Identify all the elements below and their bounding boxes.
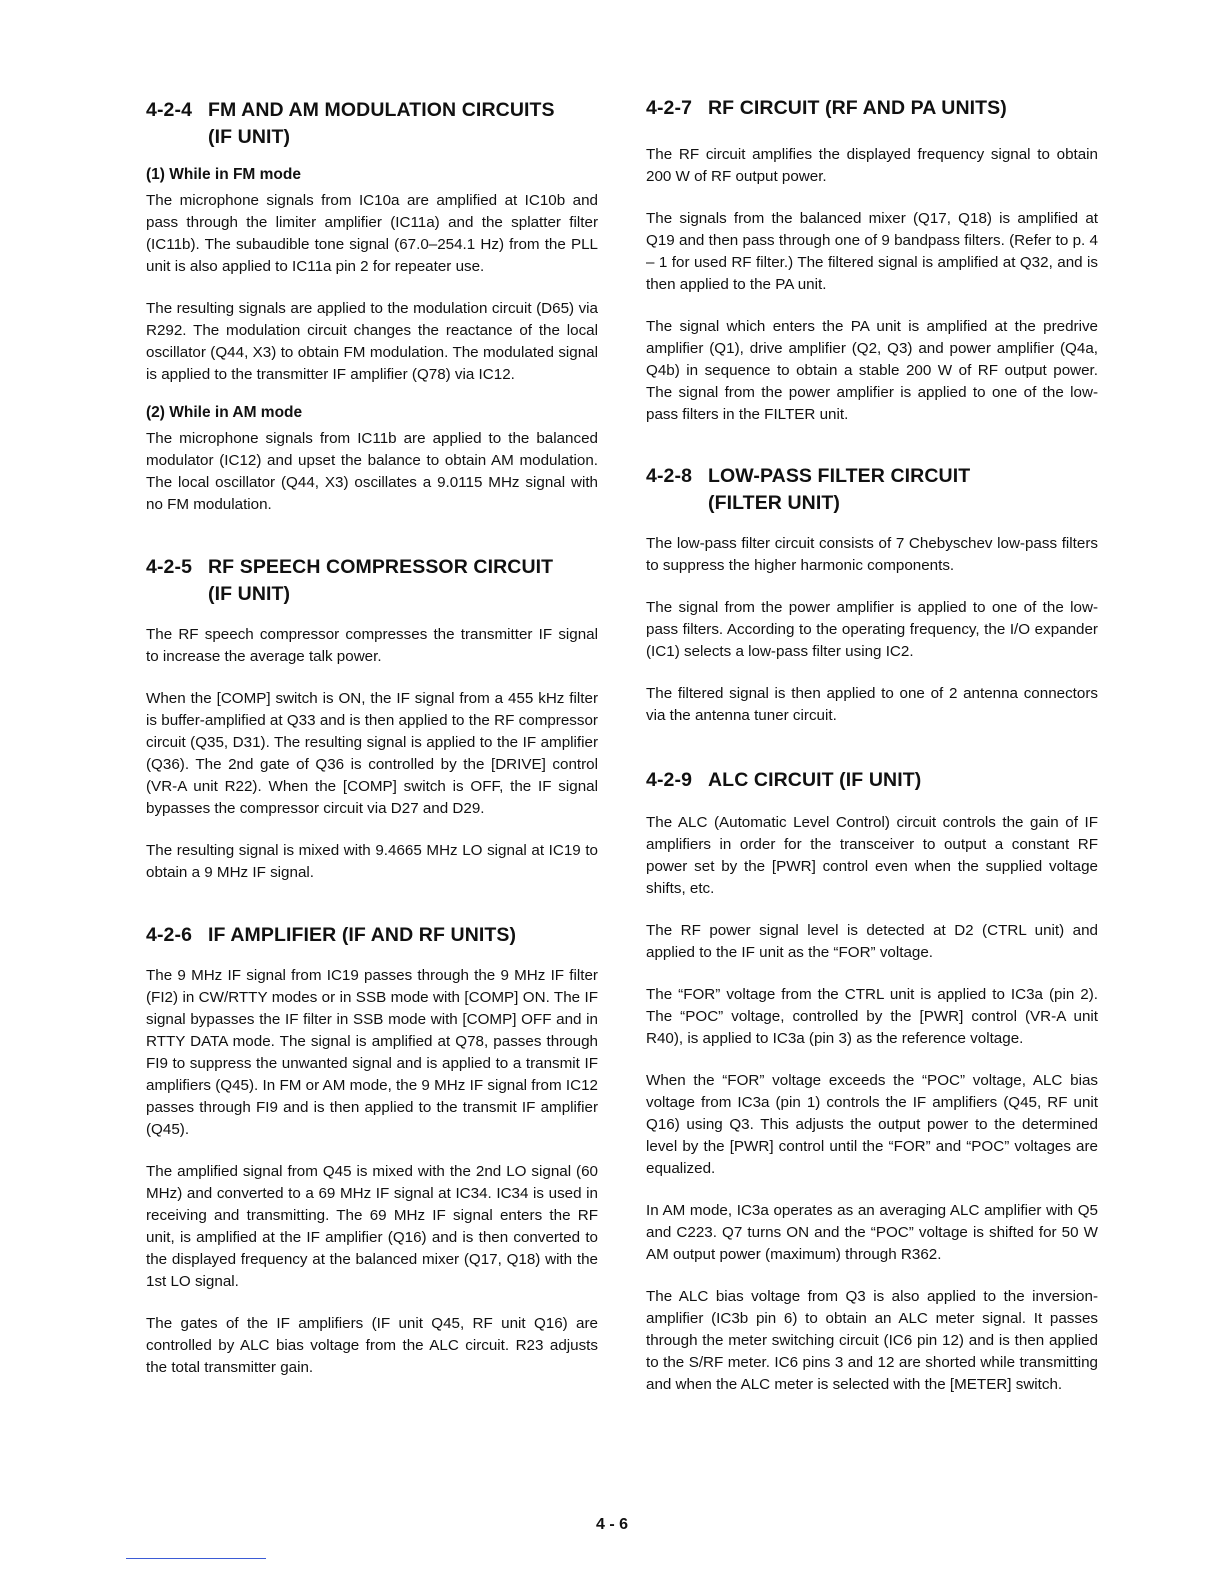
section-subtitle: (IF UNIT) [208,583,291,605]
paragraph: The amplified signal from Q45 is mixed with the 2nd LO signal (60 MHz) and converted to a 69 MHz IF signal at IC34. IC34 is used in receiving and transmitting. The 69 MHz IF signal enters the RF unit, is amplified at the IF amplifier (Q16) and is then converted to the displayed frequency at the balanced mixer (Q17, Q18) with the 1st LO signal. [146,1163,598,1290]
paragraph: The gates of the IF amplifiers (IF unit Q45, RF unit Q16) are controlled by ALC bias voltage from the ALC circuit. R23 adjusts the total transmitter gain. [146,1315,598,1376]
section-number: 4-2-6 [146,924,193,946]
right-column [646,95,1098,1396]
section-number: 4-2-7 [646,97,693,119]
section-heading-4-2-8 [646,463,1098,517]
section-heading-4-2-6 [146,922,598,949]
section-number: 4-2-9 [646,769,693,791]
section-title: RF CIRCUIT (RF AND PA UNITS) [708,97,1007,119]
section-subtitle: (FILTER UNIT) [708,492,840,514]
paragraph: When the [COMP] switch is ON, the IF signal from a 455 kHz filter is buffer-amplified at Q33 and is then applied to the RF compressor circuit (Q35, D31). The resulting signal is applied to the IF amplifier (Q36). The 2nd gate of Q36 is controlled by the [DRIVE] control (VR-A unit R22). When the [COMP] switch is OFF, the IF signal bypasses the compressor circuit via D27 and D29. [146,690,598,817]
section-title: ALC CIRCUIT (IF UNIT) [708,769,922,791]
footer-rule [126,1558,266,1559]
paragraph: The signal from the power amplifier is applied to one of the low-pass filters. According to the operating frequency, the I/O expander (IC1) selects a low-pass filter using IC2. [646,599,1098,660]
paragraph: The RF circuit amplifies the displayed frequency signal to obtain 200 W of RF output power. [646,146,1098,185]
paragraph: The ALC bias voltage from Q3 is also applied to the inversion-amplifier (IC3b pin 6) to obtain an ALC meter signal. It passes through the meter switching circuit (IC6 pin 12) and is then applied to the S/RF meter. IC6 pins 3 and 12 are shorted while transmitting and when the ALC meter is selected with the [METER] switch. [646,1288,1098,1393]
section-title: RF SPEECH COMPRESSOR CIRCUIT [208,556,554,578]
section-number: 4-2-8 [646,465,693,487]
paragraph: The signal which enters the PA unit is amplified at the predrive amplifier (Q1), drive amplifier (Q2, Q3) and power amplifier (Q4a, Q4b) in sequence to obtain a stable 200 W of RF output power. The signal from the power amplifier is applied to one of the low-pass filters in the FILTER unit. [646,318,1098,423]
section-title: IF AMPLIFIER (IF AND RF UNITS) [208,924,517,946]
section-heading-4-2-4 [146,97,598,151]
paragraph: The RF power signal level is detected at D2 (CTRL unit) and applied to the IF unit as the “FOR” voltage. [646,922,1098,961]
subsection-heading-am: (2) While in AM mode [146,404,303,421]
left-column [146,95,598,1379]
paragraph: The ALC (Automatic Level Control) circuit controls the gain of IF amplifiers in order for the transceiver to output a constant RF power set by the [PWR] control even when the supplied voltage shifts, etc. [646,814,1098,897]
section-subtitle: (IF UNIT) [208,126,291,148]
paragraph: The low-pass filter circuit consists of 7 Chebyschev low-pass filters to suppress the higher harmonic components. [646,535,1098,574]
paragraph: The microphone signals from IC11b are applied to the balanced modulator (IC12) and upset the balance to obtain AM modulation. The local oscillator (Q44, X3) oscillates a 9.0115 MHz signal with no FM modulation. [146,430,598,513]
section-title: FM AND AM MODULATION CIRCUITS [208,99,555,121]
paragraph: The signals from the balanced mixer (Q17, Q18) is amplified at Q19 and then pass through one of 9 bandpass filters. (Refer to p. 4 – 1 for used RF filter.) The filtered signal is amplified at Q32, and is then applied to the PA unit. [646,210,1098,293]
paragraph: The resulting signals are applied to the modulation circuit (D65) via R292. The modulation circuit changes the reactance of the local oscillator (Q44, X3) to obtain FM modulation. The modulated signal is applied to the transmitter IF amplifier (Q78) via IC12. [146,300,598,383]
paragraph: The RF speech compressor compresses the transmitter IF signal to increase the average talk power. [146,626,598,665]
page-number: 4 - 6 [595,1516,628,1533]
section-heading-4-2-5 [146,554,598,608]
section-number: 4-2-5 [146,556,193,578]
paragraph: The 9 MHz IF signal from IC19 passes through the 9 MHz IF filter (FI2) in CW/RTTY modes or in SSB mode with [COMP] ON. The IF signal bypasses the IF filter in SSB mode with [COMP] OFF and in RTTY DATA mode. The signal is amplified at Q78, passes through FI9 to suppress the unwanted signal and is applied to a transmit IF amplifiers (Q45). In FM or AM mode, the 9 MHz IF signal from IC12 passes through FI9 and is then applied to the transmit IF amplifier (Q45). [146,967,598,1138]
paragraph: The “FOR” voltage from the CTRL unit is applied to IC3a (pin 2). The “POC” voltage, controlled by the [PWR] control (VR-A unit R40), is applied to IC3a (pin 3) as the reference voltage. [646,986,1098,1047]
subsection-heading-fm: (1) While in FM mode [146,166,301,183]
paragraph: The filtered signal is then applied to one of 2 antenna connectors via the antenna tuner circuit. [646,685,1098,724]
section-heading-4-2-9 [646,767,1098,794]
paragraph: The resulting signal is mixed with 9.4665 MHz LO signal at IC19 to obtain a 9 MHz IF signal. [146,842,598,881]
paragraph: The microphone signals from IC10a are amplified at IC10b and pass through the limiter amplifier (IC11a) and the splatter filter (IC11b). The subaudible tone signal (67.0–254.1 Hz) from the PLL unit is also applied to IC11a pin 2 for repeater use. [146,192,598,275]
section-number: 4-2-4 [146,99,193,121]
section-title: LOW-PASS FILTER CIRCUIT [708,465,971,487]
section-heading-4-2-7 [646,95,1098,122]
paragraph: In AM mode, IC3a operates as an averaging ALC amplifier with Q5 and C223. Q7 turns ON and the “POC” voltage is shifted for 50 W AM output power (maximum) through R362. [646,1202,1098,1263]
paragraph: When the “FOR” voltage exceeds the “POC” voltage, ALC bias voltage from IC3a (pin 1) controls the IF amplifiers (Q45, RF unit Q16) using Q3. This adjusts the output power to the determined level by the [PWR] control until the “FOR” and “POC” voltages are equalized. [646,1072,1098,1177]
